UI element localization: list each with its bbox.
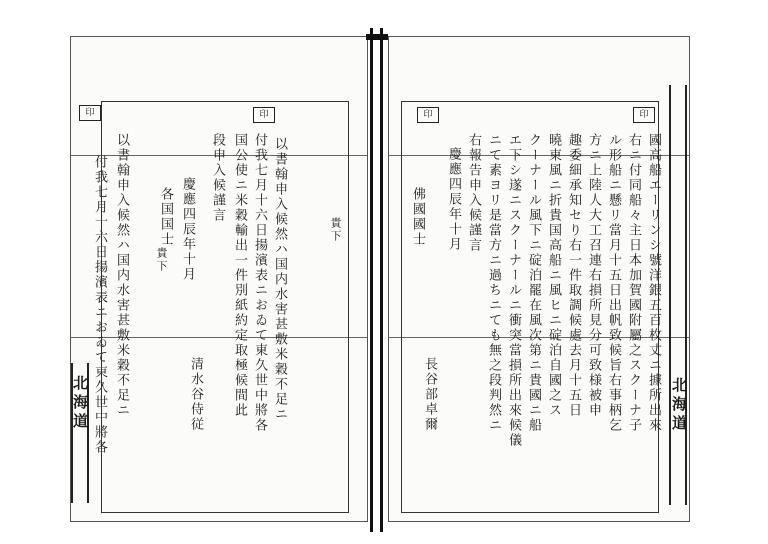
right-page <box>388 36 690 522</box>
letter-column: 曉東風ニ折貴国高船ニ風ヒニ碇泊自國之ス <box>546 133 561 418</box>
addressee-column: 佛國國士 <box>410 187 425 247</box>
letter-column: 方ニ上陸人大工召連右損所見分可致様被申 <box>586 133 601 418</box>
left-page <box>70 36 368 522</box>
letter-column: ル形船ニ懸リ當月十五日出帆致候旨右事柄乞 <box>606 133 621 433</box>
letter-column: エ下シ遂ニスクーナールニ衝突當損所出來候儀 <box>506 133 521 448</box>
letter-column: 段申入候謹言 <box>210 133 225 223</box>
edge-title: 北海道 <box>71 375 89 432</box>
signature-column: 長谷部卓爾 <box>422 357 437 432</box>
letter-frame <box>101 101 349 513</box>
letter-column: 以書翰申入候然ハ国内水害甚敷米穀不足ニ <box>272 137 287 422</box>
letter-column: クーナール風下ニ碇泊罷在風次第ニ貴國ニ船 <box>526 133 541 433</box>
seal-stamp: 印 <box>79 105 101 121</box>
seal-stamp: 印 <box>253 107 275 123</box>
page-edge-border <box>669 85 687 505</box>
letter-column: 趣委細承知セり右一件取調候處去月十五日 <box>566 133 581 418</box>
side-column: 以書翰申入候然ハ国内水害甚敷米穀不足ニ <box>114 133 129 418</box>
side-column: 付我七月十六日揚濱表ニおゐて東久世中將各 <box>92 155 107 455</box>
letter-column: 右ニ付同船々主日本加賀國附屬之スクーナ子 <box>626 133 641 433</box>
side-note: 貴下 <box>155 247 168 273</box>
letter-column: ニて素ヨリ是當方ニ過ちニても無之段判然ニ <box>486 133 501 433</box>
date-column: 慶應四辰年十月 <box>446 147 461 252</box>
letter-column: 付我七月十六日揚濱表ニおゐて東久世中將各 <box>252 133 267 433</box>
edge-title: 北海道 <box>670 377 688 434</box>
letter-column: 國高船エーリンシ號洋銀五百枚丈ニ據所出來 <box>646 133 661 433</box>
side-note: 貴下 <box>329 217 342 243</box>
seal-stamp: 印 <box>417 107 439 123</box>
letter-column: 右報告申入候謹言 <box>466 133 481 253</box>
signature-column: 清水谷侍従 <box>188 357 203 432</box>
addressee-column: 各国国士 <box>158 187 173 247</box>
date-column: 慶應四辰年十月 <box>180 177 195 282</box>
book-spine <box>366 28 388 532</box>
seal-stamp: 印 <box>633 107 655 123</box>
letter-column: 国公使ニ米穀輸出一件別紙約定取極候間此 <box>232 133 247 418</box>
